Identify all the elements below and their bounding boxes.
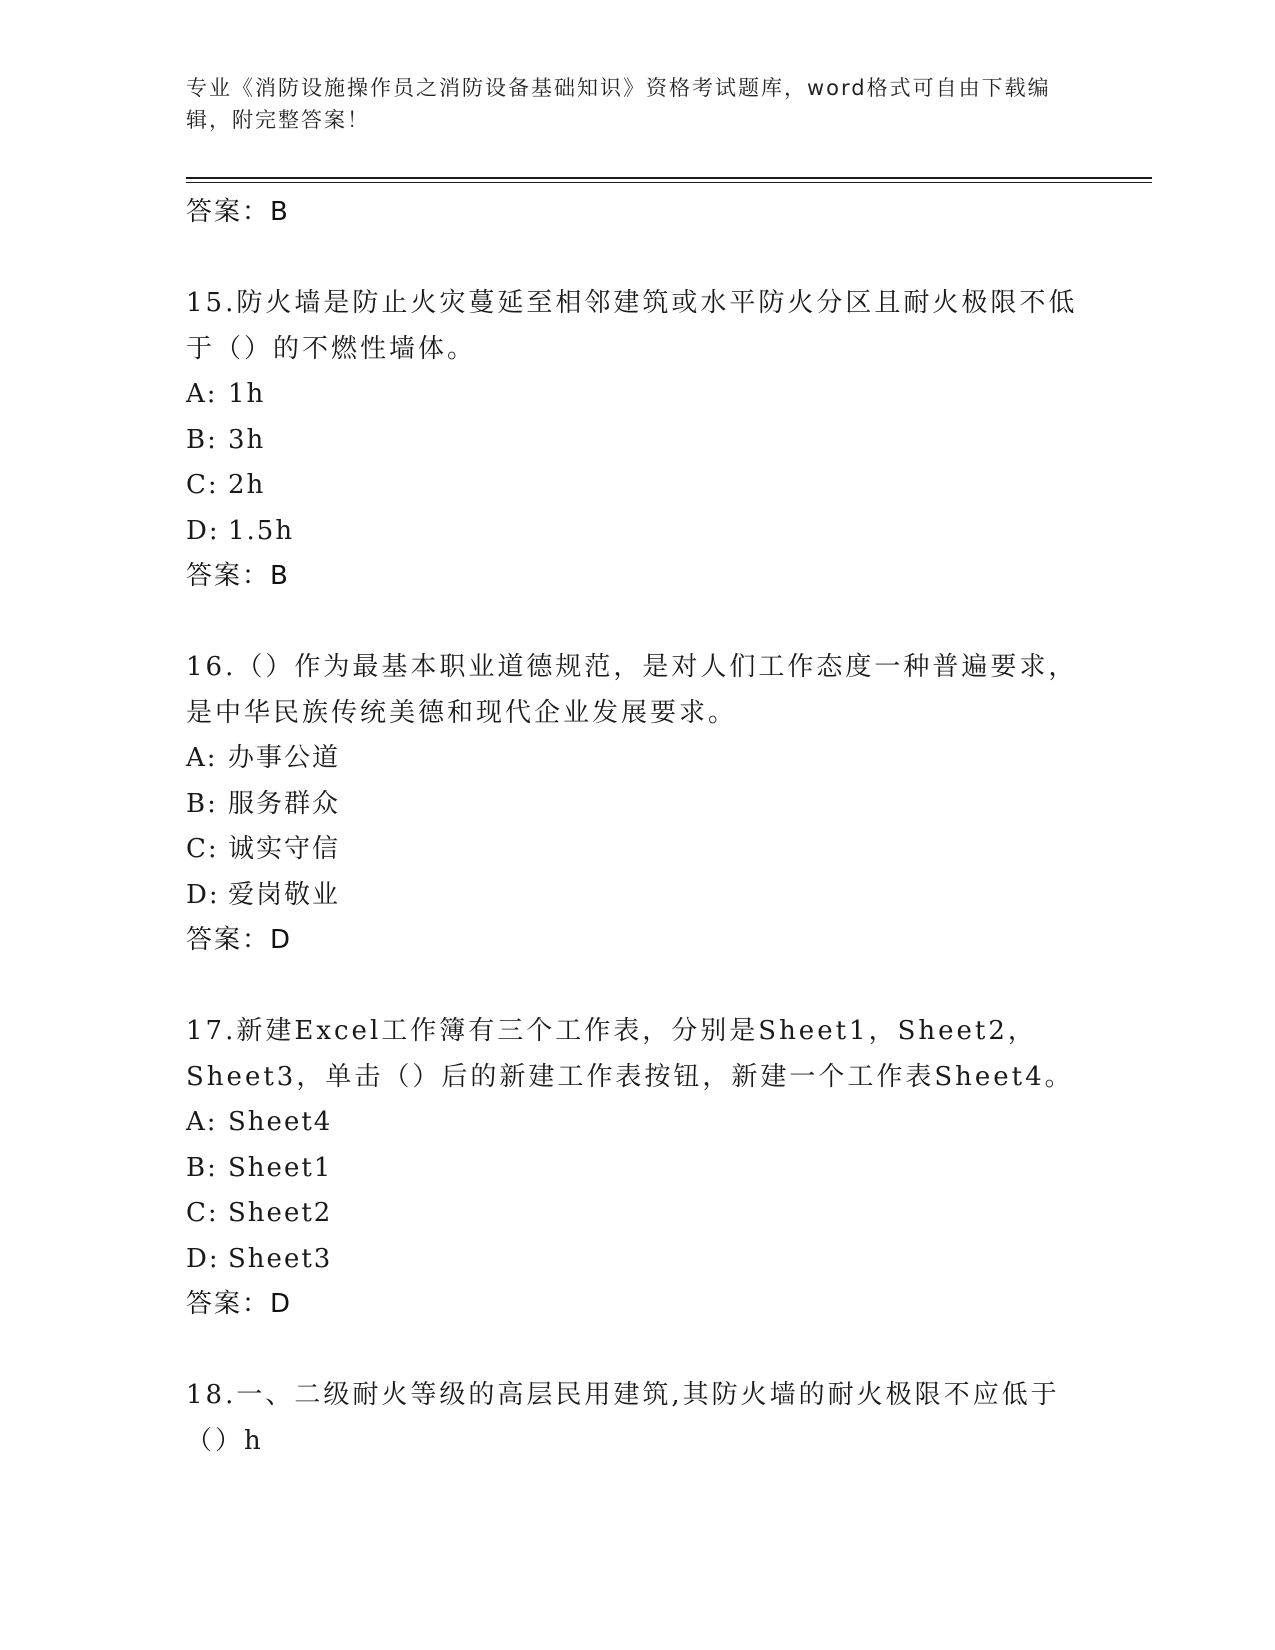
option-letter: A: — [186, 379, 218, 409]
option-letter: C: — [186, 834, 219, 864]
option-text: 1h — [228, 379, 266, 409]
question-stem: 17.新建Excel工作簿有三个工作表，分别是Sheet1，Sheet2，Sheet3，单击（）后的新建工作表按钮，新建一个工作表Sheet4。 — [186, 1016, 1074, 1092]
option-letter: B: — [186, 1152, 218, 1183]
option-text: 爱岗敬业 — [228, 879, 341, 910]
question-15 — [186, 280, 1086, 598]
option-letter: C: — [186, 470, 219, 500]
option-text: Sheet3 — [228, 1243, 333, 1274]
option-letter: C: — [186, 1198, 219, 1228]
option-b — [186, 782, 1086, 828]
option-b — [186, 418, 1086, 464]
option-d — [186, 873, 1086, 919]
question-stem: 16.（）作为最基本职业道德规范，是对人们工作态度一种普遍要求，是中华民族传统美德和现代企业发展要求。 — [186, 652, 1078, 728]
document-content — [186, 190, 1086, 1464]
option-b — [186, 1146, 1086, 1192]
option-letter: A: — [186, 743, 218, 773]
option-letter: D: — [186, 515, 220, 546]
question-stem: 18.一、二级耐火等级的高层民用建筑,其防火墙的耐火极限不应低于（）h — [186, 1380, 1060, 1456]
option-c — [186, 463, 1086, 509]
option-a — [186, 736, 1086, 782]
option-text: 1.5h — [228, 515, 295, 546]
previous-answer: 答案：B — [186, 197, 290, 227]
question-answer: 答案：B — [186, 561, 290, 591]
option-c — [186, 1191, 1086, 1237]
option-d — [186, 509, 1086, 555]
document-header: 专业《消防设施操作员之消防设备基础知识》资格考试题库，word格式可自由下载编辑，附完整答案！ — [186, 76, 1051, 132]
question-16 — [186, 644, 1086, 962]
question-17 — [186, 1008, 1086, 1326]
option-text: 诚实守信 — [228, 834, 341, 864]
option-letter: B: — [186, 424, 218, 455]
option-text: Sheet2 — [228, 1198, 333, 1228]
option-letter: B: — [186, 788, 218, 819]
option-text: Sheet1 — [228, 1152, 333, 1183]
option-a — [186, 1100, 1086, 1146]
header-rule-thin — [186, 182, 1152, 183]
option-text: 3h — [228, 424, 266, 455]
question-answer: 答案：D — [186, 1289, 293, 1319]
option-text: Sheet4 — [228, 1107, 333, 1137]
option-text: 办事公道 — [228, 743, 341, 773]
option-c — [186, 827, 1086, 873]
option-letter: A: — [186, 1107, 218, 1137]
option-text: 2h — [228, 470, 266, 500]
option-letter: D: — [186, 1243, 220, 1274]
header-rule-thick — [186, 177, 1152, 179]
question-18 — [186, 1372, 1086, 1464]
question-answer: 答案：D — [186, 925, 293, 955]
option-a — [186, 372, 1086, 418]
option-letter: D: — [186, 879, 220, 910]
question-stem: 15.防火墙是防止火灾蔓延至相邻建筑或水平防火分区且耐火极限不低于（）的不燃性墙体。 — [186, 288, 1078, 364]
option-d — [186, 1237, 1086, 1283]
option-text: 服务群众 — [228, 788, 341, 819]
